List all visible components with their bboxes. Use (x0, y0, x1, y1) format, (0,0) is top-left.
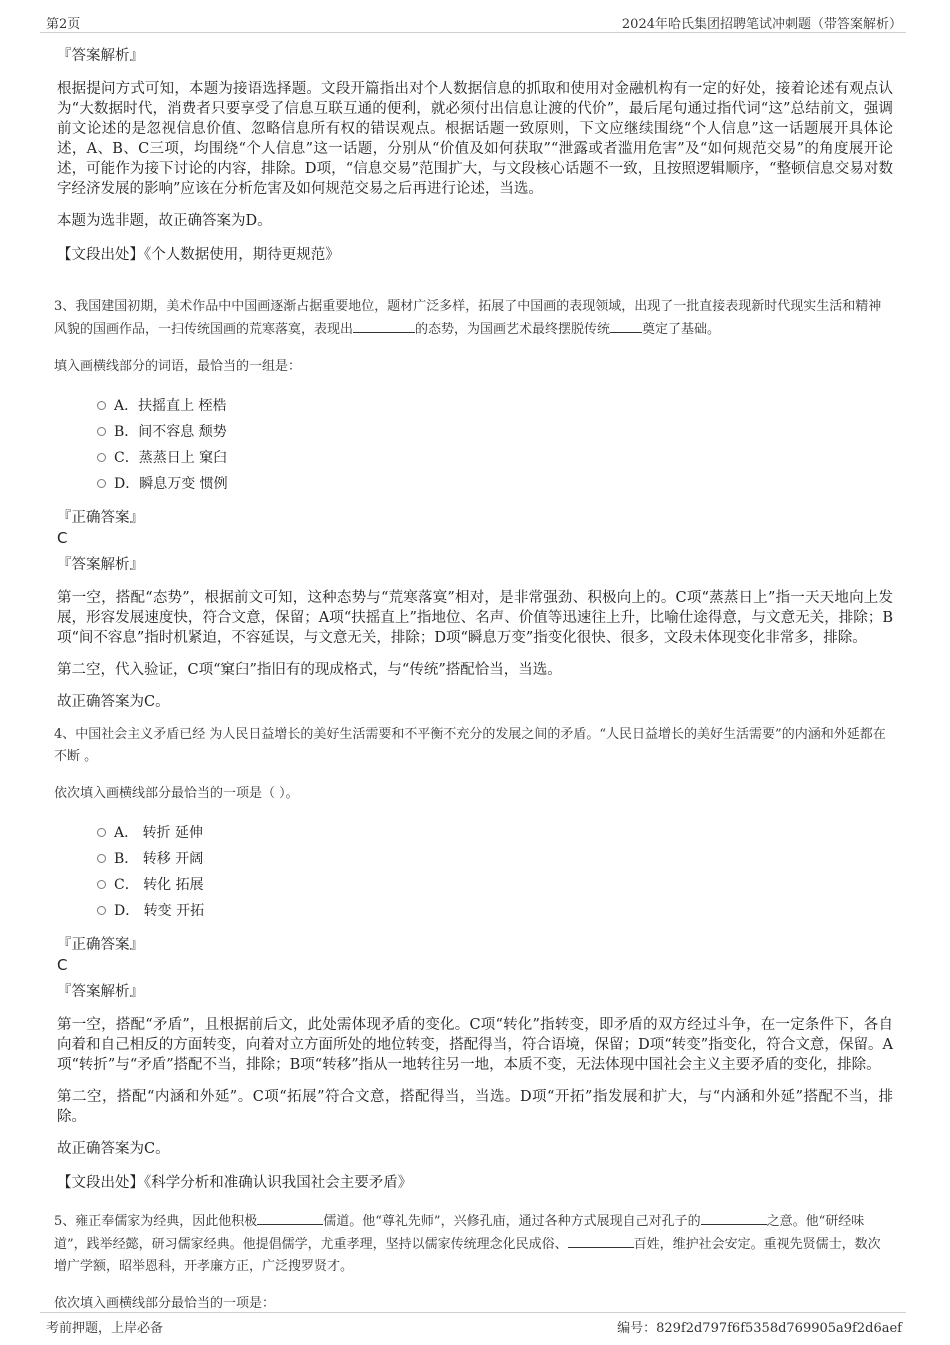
radio-icon[interactable] (97, 401, 106, 410)
source-title: 《个人数据使用，期待更规范》 (144, 247, 340, 263)
option-b[interactable] (97, 845, 893, 871)
question-prompt: 依次填入画横线部分最恰当的一项是（ ）。 (54, 786, 299, 801)
stem-text: 的态势，为国画艺术最终摆脱传统 (415, 322, 611, 337)
blank (568, 1233, 634, 1248)
source-line (57, 243, 893, 264)
source-prefix: 【文段出处】 (57, 1175, 144, 1191)
page-number: 第2页 (46, 17, 81, 32)
options-list (97, 392, 893, 496)
blank (701, 1210, 767, 1225)
analysis-paragraph: 故正确答案为C。 (57, 694, 170, 710)
page-content (54, 44, 893, 1329)
stem-text: 之意。他“研经味道”，践举经懿，研习儒家经典。他提倡儒学，尤重孝理，坚持以儒家传统理念化民成俗、 (54, 1214, 865, 1252)
option-c[interactable] (97, 871, 893, 897)
analysis-paragraph: 第二空，代入验证，C项“窠臼”指旧有的现成格式，与“传统”搭配恰当，当选。 (57, 662, 562, 678)
analysis-paragraph: 本题为选非题，故正确答案为D。 (57, 213, 272, 229)
analysis-paragraph: 第一空，搭配“矛盾”，且根据前后文，此处需体现矛盾的变化。C项“转化”指转变，即矛盾的双方经过斗争，在一定条件下，各自向着和自己相反的方面转变，向着对立方面所处的地位转变，搭配得当，符合语境，保留；D项“转变”指变化，符合文意，保留。A项“转折”与“矛盾”搭配不当，排除；B项“转移”指从一地转往另一地，本质不变，无法体现中国社会主义主要矛盾的变化，排除。 (57, 1017, 893, 1073)
option-label: A．扶摇直上 桎梏 (114, 398, 227, 414)
option-label: C．蒸蒸日上 窠臼 (114, 450, 228, 466)
option-a[interactable] (97, 392, 893, 418)
option-label: D．瞬息万变 惯例 (114, 476, 228, 492)
option-b[interactable] (97, 418, 893, 444)
radio-icon[interactable] (97, 427, 106, 436)
option-c[interactable] (97, 444, 893, 470)
analysis-label: 『答案解析』 (57, 48, 144, 64)
footer-slogan: 考前押题，上岸必备 (46, 1321, 164, 1336)
source-prefix: 【文段出处】 (57, 247, 144, 263)
analysis-paragraph: 根据提问方式可知，本题为接语选择题。文段开篇指出对个人数据信息的抓取和使用对金融机构有一定的好处，接着论述有观点认为“大数据时代，消费者只要享受了信息互联互通的便利，就必须付出信息让渡的代价”，最后尾句通过指代词“这”总结前文，强调前文论述的是忽视信息价值、忽略信息所有权的错误观点。根据话题一致原则，下文应继续围绕“个人信息”这一话题展开具体论述，A、B、C三项，均围绕“个人信息”这一话题，分别从“价值及如何获取”“泄露或者滥用危害”及“如何规范交易”的角度展开论述，可能作为接下讨论的内容，排除。D项，“信息交易”范围扩大，与文段核心话题不一致，且按照逻辑顺序，“整顿信息交易对数字经济发展的影响”应该在分析危害及如何规范交易之后再进行论述，当选。 (57, 81, 893, 197)
correct-answer-label: 『正确答案』 (57, 937, 144, 953)
question-stem (54, 1210, 893, 1278)
stem-text: 儒道。他“尊礼先师”，兴修孔庙，通过各种方式展现自己对孔子的 (323, 1214, 701, 1229)
stem-text: 百姓，维护社会安定。重视先贤儒士，数次增广学额，昭举恩科，开孝廉方正，广泛搜罗贤才。 (54, 1237, 881, 1274)
radio-icon[interactable] (97, 906, 106, 915)
option-a[interactable] (97, 819, 893, 845)
page-header (40, 10, 906, 33)
analysis-paragraph: 故正确答案为C。 (57, 1141, 170, 1157)
page-footer (40, 1312, 906, 1341)
option-label: B． 转移 开阔 (114, 851, 204, 867)
document-title: 2024年哈氏集团招聘笔试冲刺题（带答案解析） (621, 17, 902, 32)
correct-answer: C (57, 956, 68, 974)
radio-icon[interactable] (97, 854, 106, 863)
option-label: B．间不容息 颓势 (114, 424, 227, 440)
option-label: C． 转化 拓展 (114, 877, 204, 893)
question-stem: 4、中国社会主义矛盾已经 为人民日益增长的美好生活需要和不平衡不充分的发展之间的矛盾。“人民日益增长的美好生活需要”的内涵和外延都在不断 。 (54, 727, 886, 764)
document-id: 编号：829f2d797f6f5358d769905a9f2d6aef (617, 1321, 902, 1336)
analysis-label: 『答案解析』 (57, 557, 144, 573)
source-title: 《科学分析和准确认识我国社会主要矛盾》 (144, 1175, 413, 1191)
blank (353, 318, 415, 333)
stem-text: 奠定了基础。 (642, 322, 721, 337)
radio-icon[interactable] (97, 880, 106, 889)
question-stem (54, 296, 893, 341)
option-d[interactable] (97, 470, 893, 496)
analysis-label: 『答案解析』 (57, 984, 144, 1000)
correct-answer: C (57, 529, 68, 547)
radio-icon[interactable] (97, 479, 106, 488)
analysis-paragraph: 第二空，搭配“内涵和外延”。C项“拓展”符合文意，搭配得当，当选。D项“开拓”指发展和扩大，与“内涵和外延”搭配不当，排除。 (57, 1089, 893, 1125)
analysis-paragraph: 第一空，搭配“态势”，根据前文可知，这种态势与“荒寒落寞”相对，是非常强劲、积极向上的。C项“蒸蒸日上”指一天天地向上发展，形容发展速度快，符合文意，保留；A项“扶摇直上”指地位、名声、价值等迅速往上升，比喻仕途得意，与文意无关，排除；B项“间不容息”指时机紧迫，不容延误，与文意无关，排除；D项“瞬息万变”指变化很快、很多，文段未体现变化非常多，排除。 (57, 590, 893, 646)
source-line (57, 1171, 893, 1192)
correct-answer-label: 『正确答案』 (57, 510, 144, 526)
radio-icon[interactable] (97, 828, 106, 837)
stem-text: 5、雍正奉儒家为经典，因此他积极 (54, 1214, 258, 1229)
question-prompt: 填入画横线部分的词语，最恰当的一组是： (54, 359, 302, 374)
option-label: A． 转折 延伸 (114, 825, 204, 841)
option-d[interactable] (97, 897, 893, 923)
option-label: D． 转变 开拓 (114, 903, 205, 919)
stem-text: 3、我国建国初期，美术作品中中国画逐渐占据重要地位，题材广泛多样，拓展了中国画的表现领域，出现了一批直接表现新时代现实生活和精神风貌的国画作品，一扫传统国画的荒寒落寞，表现出 (54, 299, 882, 337)
blank (610, 318, 642, 333)
radio-icon[interactable] (97, 453, 106, 462)
options-list (97, 819, 893, 923)
question-prompt: 依次填入画横线部分最恰当的一项是： (54, 1296, 276, 1311)
blank (257, 1210, 323, 1225)
